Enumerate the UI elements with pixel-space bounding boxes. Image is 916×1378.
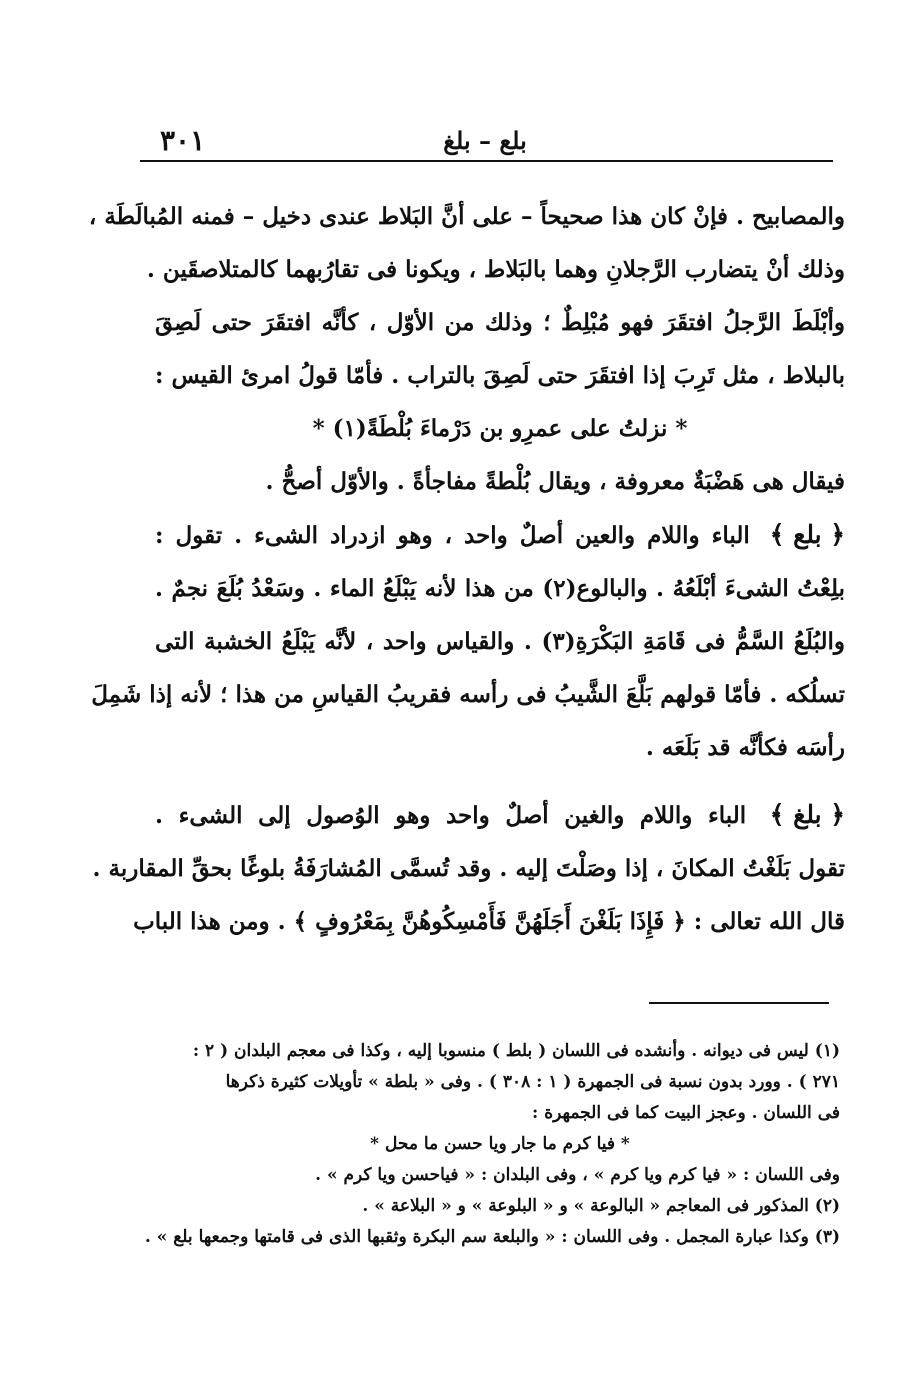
entry-balagha-first-line	[155, 788, 845, 842]
page-number: ٣٠١	[160, 124, 206, 157]
text-line: والبُلَعُ السَّمُّ فى قَامَةِ البَكْرَةِ(٣) . والقياس واحد ، لأنَّه يَبْلَعُ الخشبة التى	[155, 628, 845, 655]
text-line: تقول بَلَغْتُ المكانَ ، إذا وصَلْتَ إليه . وقد تُسمَّى المُشارَفَةُ بلوغًا بحقِّ المقاربة .	[92, 855, 845, 882]
text-line: بلِعْتُ الشىءَ أبْلَعُهُ . والبالوع(٢) من هذا لأنه يَبْلَعُ الماء . وسَعْدُ بُلَعَ نجمٌ .	[155, 575, 845, 602]
footnote-rule	[649, 1002, 829, 1004]
text-line: قال الله تعالى : ﴿ فَإِذَا بَلَغْنَ أَجَلَهُنَّ فَأَمْسِكُوهُنَّ بِمَعْرُوفٍ ﴾ . ومن هذا الباب	[133, 908, 845, 935]
footnote-line: (١) ليس فى ديوانه . وأنشده فى اللسان ( بلط ) منسوبا إليه ، وكذا فى معجم البلدان ( ٢ :	[192, 1041, 840, 1061]
text-line: فيقال هى هَضْبَةٌ معروفة ، ويقال بُلْطةً مفاجأةً . والأوّل أصحُّ .	[265, 468, 845, 495]
entry-balaa-first-line	[155, 508, 845, 562]
footnote-line: (٣) وكذا عبارة المجمل . وفى اللسان : « والبلعة سم البكرة وثقبها الذى فى قامتها وجمعها بلع » .	[144, 1227, 840, 1247]
footnotes	[144, 1036, 840, 1253]
text-line: وأبْلَطَ الرَّجلُ افتقَرَ فهو مُبْلِطٌ ؛ وذلك من الأوّل ، كأنَّه افتقَرَ حتى لَصِقَ	[155, 309, 845, 336]
footnote-line: فى اللسان . وعجز البيت كما فى الجمهرة :	[532, 1103, 840, 1123]
entry-gap	[155, 774, 845, 788]
text-line: بالبلاط ، مثل تَرِبَ إذا افتقَرَ حتى لَصِقَ بالتراب . فأمّا قولُ امرئ القيس :	[155, 362, 845, 389]
headword-balagha: ﴿ بلغ ﴾	[769, 800, 845, 829]
header-rule	[140, 160, 833, 162]
headword-balaa: ﴿ بلع ﴾	[769, 520, 845, 549]
entry-balagha-definition: الباء واللام والغين أصلٌ واحد وهو الوُصول إلى الشىء .	[155, 802, 747, 829]
entry-balaa-definition: الباء واللام والعين أصلٌ واحد ، وهو ازدراد الشىء . تقول :	[155, 522, 750, 549]
footnote-line: (٢) المذكور فى المعاجم « البالوعة » و « البلوعة » و « البلاعة » .	[362, 1196, 840, 1216]
text-line: والمصابيح . فإنْ كان هذا صحيحاً – على أنَّ البَلاط عندى دخيل – فمنه المُبالَطَة ،	[88, 203, 845, 230]
text-line: رأسَه فكأنَّه قد بَلَعَه .	[645, 734, 845, 761]
text-line: وذلك أنْ يتضارب الرَّجلانِ وهما بالبَلاط ، ويكونا فى تقارُبهما كالمتلاصقَين .	[146, 256, 845, 283]
running-header	[140, 122, 830, 162]
footnote-verse: * فيا كرم ما جار ويا حسن ما محل *	[370, 1134, 630, 1154]
verse-line: * نزلتُ على عمرِو بن دَرْماءَ بُلْطَةً(١) *	[312, 415, 688, 442]
footnote-line: وفى اللسان : « فيا كرم ويا كرم » ، وفى البلدان : « فياحسن ويا كرم » .	[315, 1165, 840, 1185]
main-text	[88, 190, 845, 948]
text-line: تسلُكه . فأمّا قولهم بَلَّعَ الشَّيبُ فى رأسه فقريبُ القياسِ من هذا ؛ لأنه إذا شَمِلَ	[91, 681, 845, 708]
footnote-line: ٢٧١ ) . وورد بدون نسبة فى الجمهرة ( ١ : ٣٠٨ ) . وفى « بلطة » تأويلات كثيرة ذكرها	[225, 1072, 840, 1092]
header-title: بلع – بلغ	[443, 126, 527, 155]
